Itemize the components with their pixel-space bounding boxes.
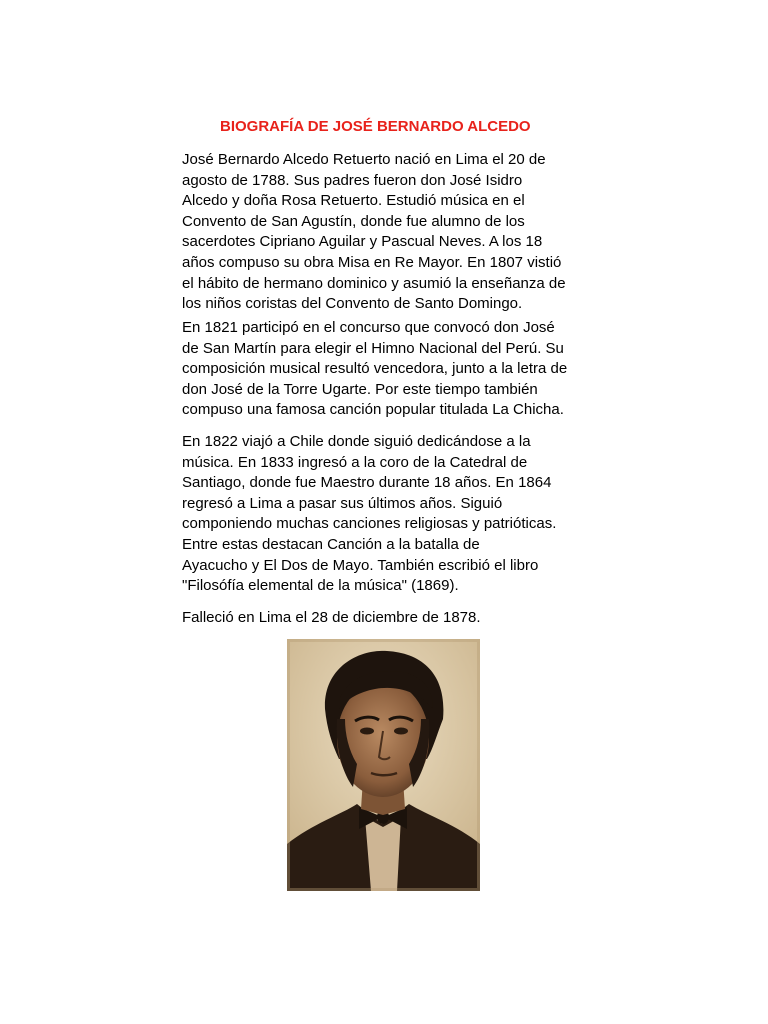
text-line: José Bernardo Alcedo Retuerto nació en Lima el 20 de	[182, 151, 546, 168]
document-title: BIOGRAFÍA DE JOSÉ BERNARDO ALCEDO	[220, 118, 531, 135]
text-line: don José de la Torre Ugarte. Por este tiempo también	[182, 380, 538, 398]
portrait-image	[287, 639, 480, 891]
text-line: de San Martín para elegir el Himno Nacional del Perú. Su	[182, 339, 564, 357]
text-line: agosto de 1788. Sus padres fueron don José Isidro	[182, 171, 523, 189]
paragraph-death	[182, 608, 481, 629]
text-line: Entre estas destacan Canción a la batalla de	[182, 535, 480, 553]
text-line: En 1821 participó en el concurso que convocó don José	[182, 319, 555, 336]
text-line: Alcedo y doña Rosa Retuerto. Estudió música en el	[182, 192, 525, 210]
text-line: Falleció en Lima el 28 de diciembre de 1878.	[182, 609, 481, 626]
text-line: En 1822 viajó a Chile donde siguió dedicándose a la	[182, 433, 531, 450]
paragraph-birth-and-education	[182, 150, 566, 315]
text-line: composición musical resultó vencedora, junto a la letra de	[182, 360, 568, 378]
text-line: Convento de San Agustín, donde fue alumno de los	[182, 212, 525, 230]
paragraph-chile-years	[182, 432, 556, 597]
text-line: el hábito de hermano dominico y asumió la enseñanza de	[182, 274, 566, 292]
text-line: los niños coristas del Convento de Santo Domingo.	[182, 295, 523, 313]
paragraph-national-anthem	[182, 318, 567, 421]
text-line: componiendo muchas canciones religiosas y patrióticas.	[182, 515, 557, 533]
text-line: años compuso su obra Misa en Re Mayor. En 1807 vistió	[182, 253, 562, 271]
text-line: Santiago, donde fue Maestro durante 18 años. En 1864	[182, 474, 552, 492]
text-line: "Filosófía elemental de la música" (1869).	[182, 577, 459, 595]
text-line: compuso una famosa canción popular titulada La Chicha.	[182, 401, 564, 419]
portrait-drawing	[287, 639, 480, 891]
text-line: Ayacucho y El Dos de Mayo. También escribió el libro	[182, 556, 539, 574]
text-line: sacerdotes Cipriano Aguilar y Pascual Neves. A los 18	[182, 233, 543, 251]
text-line: regresó a Lima a pasar sus últimos años. Siguió	[182, 494, 503, 512]
text-line: música. En 1833 ingresó a la coro de la Catedral de	[182, 453, 528, 471]
